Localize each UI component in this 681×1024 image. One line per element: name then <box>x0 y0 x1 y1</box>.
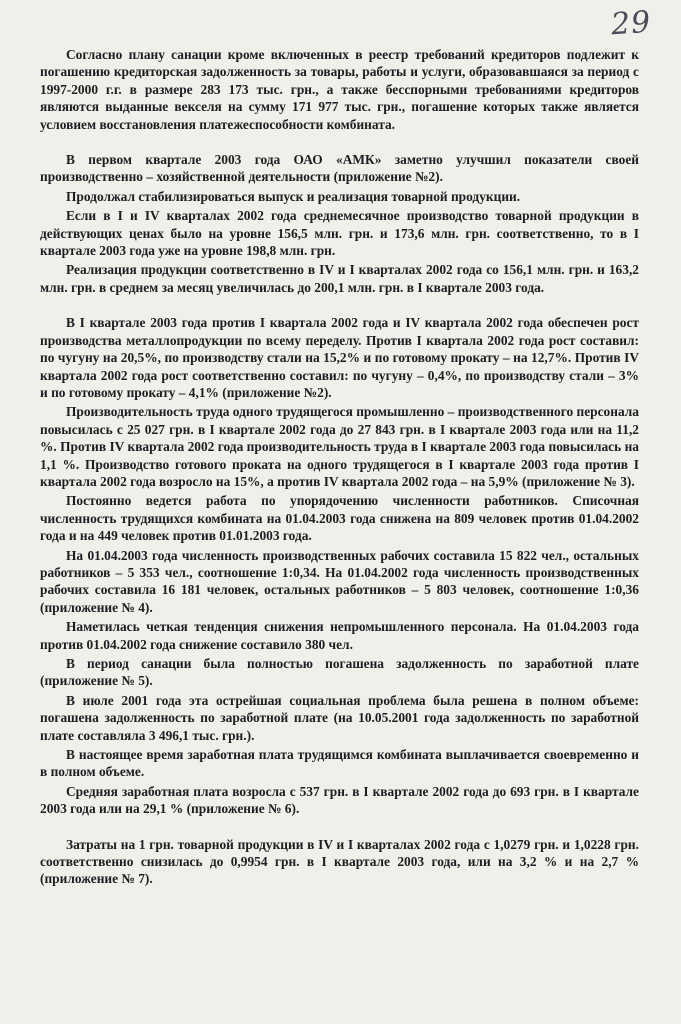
paragraph-q1-improvement: В первом квартале 2003 года ОАО «АМК» заметно улучшил показатели своей производственно – хозяйственной деятельности (приложение №2). <box>40 152 639 185</box>
paragraph-wages-current: В настоящее время заработная плата трудящимся комбината выплачивается своевременно и в полном объеме. <box>40 747 639 780</box>
paragraph-july-2001: В июле 2001 года эта острейшая социальная проблема была решена в полном объеме: погашена задолженность по заработной плате (на 10.05.2001 года задолженность по заработной плате составляла 3 496,1 тыс. грн.). <box>40 692 639 743</box>
paragraph-productivity: Производительность труда одного трудящегося промышленно – производственного персонала повысилась с 25 027 грн. в I квартале 2002 года до 27 843 грн. в I квартале 2003 года или на 11,2 %. Против IV квартала 2002 года производительность труда в I квартале 2003 года повысилась на 1,1 %. Производство готового проката на одного трудящегося в I квартале 2003 года против I квартала 2002 года возросло на 15%, а против IV квартала 2002 года – на 5,9% (приложение № 3). <box>40 404 639 489</box>
paragraph-average-wage: Средняя заработная плата возросла с 537 грн. в I квартале 2002 года до 693 грн. в I квартале 2003 года или на 29,1 % (приложение № 6). <box>40 783 639 817</box>
paragraph-metal-growth: В I квартале 2003 года против I квартала 2002 года и IV квартала 2002 года обеспечен рост производства металлопродукции по всему переделу. Против I квартала 2002 года рост составил: по чугуну на 20,5%, по производству стали на 15,2% и по готовому прокату – на 12,7%. Против IV квартала 2002 года рост соответственно составил: по чугуну – 0,4%, по производству стали – 3% и по готовому прокату – 4,1% (приложение №2). <box>40 315 639 400</box>
paragraph-nonindustrial: Наметилась четкая тенденция снижения непромышленного персонала. На 01.04.2003 года против 01.04.2002 года снижение составило 380 чел. <box>40 619 639 652</box>
paragraph-headcount: Постоянно ведется работа по упорядочению численности работников. Списочная численность трудящихся комбината на 01.04.2003 года снижена на 809 человек против 01.04.2002 года и на 449 человек против 01.01.2003 года. <box>40 493 639 544</box>
paragraph-wage-debt: В период санации была полностью погашена задолженность по заработной плате (приложение № 5). <box>40 656 639 689</box>
document-body <box>0 46 681 888</box>
paragraph-stabilization: Продолжал стабилизироваться выпуск и реализация товарной продукции. <box>66 188 521 204</box>
paragraph-workers-ratio: На 01.04.2003 года численность производственных рабочих составила 15 822 чел., остальных работников – 5 353 чел., соотношение 1:0,34. На 01.04.2002 года численность производственных рабочих составила 16 181 человек, остальных работников – 5 803 человек, соотношение 1:0,36 (приложение № 4). <box>40 547 639 615</box>
paragraph-debt: Согласно плану санации кроме включенных в реестр требований кредиторов подлежит к погашению кредиторская задолженность за товары, работы и услуги, образовавшаяся за период с 1997-2000 г.г. в размере 283 173 тыс. грн., а также бесспорными требованиями кредиторов являются выданные векселя на сумму 171 977 тыс. грн., погашение которых также является условием восстановления платежеспособности комбината. <box>40 47 639 132</box>
paragraph-production: Если в I и IV кварталах 2002 года среднемесячное производство товарной продукции в действующих ценах было на уровне 156,5 млн. грн. и 173,6 млн. грн. соответственно, то в I квартале 2003 года уже на уровне 198,8 млн. грн. <box>40 208 639 259</box>
paragraph-sales: Реализация продукции соответственно в IV и I кварталах 2002 года со 156,1 млн. грн. и 163,2 млн. грн. в среднем за месяц увеличилась до 200,1 млн. грн. в I квартале 2003 года. <box>40 262 639 295</box>
page-number: 29 <box>609 4 653 43</box>
paragraph-costs: Затраты на 1 грн. товарной продукции в IV и I кварталах 2002 года с 1,0279 грн. и 1,0228 грн. соответственно снизилась до 0,9954 грн. в I квартале 2003 года, или на 3,2 % и на 2,7 % (приложение № 7). <box>40 836 639 887</box>
